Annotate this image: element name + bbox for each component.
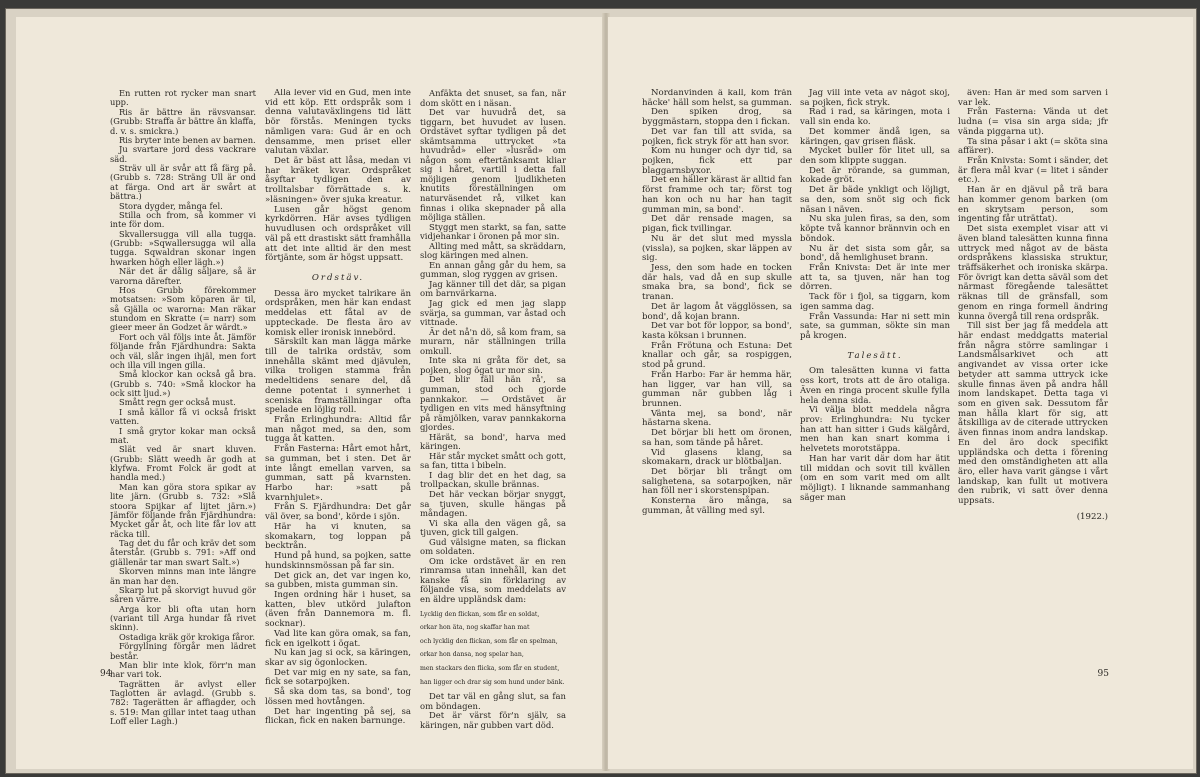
paragraph: Från Fasterna: Hårt emot hårt, sa gumman, bet i sten. Det är inte långt emellan varven, sa gumman, satt på kvarnsten. Harbo har: »satt på kvarnhjulet». — [265, 444, 411, 503]
paragraph: Fort och väl följs inte åt. Jämför följande från Fjärdhundra: Sakta och väl, slår ingen ihjäl, men fort och illa vill ingen gilla. — [110, 331, 256, 370]
paragraph: Rad i rad, sa käringen, mota i vall sin enda ko. — [800, 107, 950, 128]
paragraph: Så ska dom tas, sa bond', tog lössen med hovtången. — [265, 687, 411, 707]
paragraph: Anfäkta det snuset, sa fan, när dom skött en i näsan. — [420, 89, 566, 108]
paragraph: I små källor få vi också friskt vatten. — [110, 406, 256, 427]
paragraph: Nu är det slut med myssla (vissla), sa pojken, skar läppen av sig. — [642, 233, 792, 264]
paragraph: Nu är det sista som går, sa bond', då hemlighuset brann. — [800, 243, 950, 264]
right-column-3 — [958, 89, 1108, 737]
paragraph: Det har ingenting på sej, sa flickan, fick en naken barnunge. — [265, 706, 411, 727]
paragraph: Vid glasens klang, sa skomakarn, drack ur blötbaljan. — [642, 447, 792, 468]
paragraph: Konsterna äro många, sa gumman, åt välling med syl. — [642, 496, 792, 516]
paragraph: Det sista exemplet visar att vi även bland talesätten kunna finna uttryck med något av de bästa ordspråkens klassiska struktur, träffsäkerhet och ironiska skärpa. För övrigt kan detta säväl som det närmast föregående talesättet räknas till de gränsfall, som genom en ringa formell ändring kunna övergå till rena ordspråk. — [958, 224, 1108, 322]
paragraph: Om icke ordstävet är en ren rimramsa utan innehåll, kan det kanske få sin förklaring av följande visa, som meddelats av en äldre uppländsk dam: — [420, 555, 566, 604]
paragraph: Stilla och from, så kommer vi inte för dom. — [110, 209, 256, 230]
paragraph: Jess, den som hade en tocken där hals, vad då en sup skulle smaka bra, sa bond', fick se tranan. — [642, 262, 792, 303]
verse-line: och lycklig den flickan, som får en spelman, — [420, 637, 558, 645]
paragraph: Han har varit där dom har ätit till middan och sovit till kvällen (om en som varit med om allt möjligt). I liknande sammanhang säger man — [800, 453, 950, 503]
paragraph: Allting med mått, sa skräddarn, slog käringen med alnen. — [420, 240, 566, 261]
paragraph: Nu kan jag si ock, sa käringen, skar av sig ögonlocken. — [265, 648, 411, 668]
paragraph: Från Erlinghundra: Alltid får man något med, sa den, som tugga åt katten. — [265, 415, 411, 445]
paragraph: Små klockor kan också gå bra. (Grubb s. 740: »Små klockor ha ock sitt ljud.») — [110, 369, 256, 398]
paragraph: Särskilt kan man lägga märke till de talrika ordstäv, som innehålla skämt med djävulen, vilka troligen stamma från medeltidens senare del, då denne potentat i synnerhet i sceniska framställningar ofta spelade en löjlig roll. — [265, 337, 411, 416]
paragraph: Inte ska ni gråta för det, sa pojken, slog ögat ur mor sin. — [420, 355, 566, 375]
paragraph: Det var bot för loppor, sa bond', kasta köksan i brunnen. — [642, 321, 792, 341]
left-column-2 — [265, 89, 411, 737]
paragraph: Ju svartare jord dess vackrare säd. — [110, 144, 256, 164]
paragraph: En rutten rot rycker man snart upp. — [110, 89, 256, 108]
right-column-2 — [800, 89, 950, 737]
paragraph: Är det nå'n dö, så kom fram, sa murarn, när ställningen trilla omkull. — [420, 326, 566, 356]
paragraph: Om talesätten kunna vi fatta oss kort, trots att de äro otaliga. Även en ringa procent skulle fylla hela denna sida. — [800, 366, 950, 406]
paragraph: Mycket buller för litet ull, sa den som klippte suggan. — [800, 146, 950, 167]
paragraph: Den spiken drog, sa byggmästarn, stoppa den i fickan. — [642, 107, 792, 128]
paragraph: Slät ved är snart kluven. (Grubb: Slätt weedh är godh at klyfwa. Fromt Folck är godt at handla med.) — [110, 444, 256, 483]
paragraph: Det var huvudrå det, sa tiggarn, bet huvudet av lusen. Ordstävet syftar tydligen på det skämtsamma uttrycket »ta huvudråd» eller »lusråd» om någon som eftertänksamt kliar sig i håret, vartill i detta fall möjligen genom ljudlikheten knutits föreställningen om naturväsendet rå, vilket kan finnas i olika skepnader på alla möjliga ställen. — [420, 107, 566, 223]
verse-line: Lycklig den flickan, som får en soldat, — [420, 610, 540, 618]
paragraph: Det där rensade magen, sa pigan, fick tvillingar. — [642, 214, 792, 235]
paragraph: Vi välja blott meddela några prov: Erlinghundra: Nu tycker han att han sitter i Guds kälgård, men han kan snart komma i helvetets morotstäppa. — [800, 405, 950, 455]
paragraph: Hos Grubb förekommer motsatsen: »Som köparen är til, så Gjälla oc warorna: Man räkar stundom en Skratte (= narr) som gieer meer än Godzet är wärdt.» — [110, 284, 256, 333]
paragraph: Skarp lut på skorvigt huvud gör såren värre. — [110, 584, 256, 605]
paragraph: Tagrätten är avlyst eller Taglotten är avlagd. (Grubb s. 782: Tagerätten är affiagder, och s. 519: Man gillar intet taag uthan Loff eller Lagh.) — [110, 678, 256, 727]
paragraph: Kom nu hunger och dyr tid, sa pojken, fick ett par blaggarnsbyxor. — [642, 146, 792, 176]
right-page — [608, 17, 1193, 769]
book-spread — [6, 9, 1196, 773]
left-column-1 — [110, 89, 256, 737]
paragraph: Arga kor bli ofta utan horn (variant till Arga hundar få rivet skinn). — [110, 603, 256, 633]
paragraph: Jag gick ed men jag slapp svärja, sa gumman, var åstad och vittnade. — [420, 298, 566, 328]
paragraph: Från Vassunda: Har ni sett min sate, sa gumman, sökte sin man på krogen. — [800, 311, 950, 341]
paragraph: Till sist ber jag få meddela att här endast meddgatts material från några större samlingar i Landsmålsarkivet och att angivandet av vissa orter icke betyder att samma uttryck icke skulle finnas även på andra håll inom landskapet. Detta taga vi som en given sak. Dessutom får man hålla klart för sig, att åtskilliga av de citerade uttrycken även finnas inom andra landskap. En del äro dock specifikt uppländska och detta i förening med den omständigheten att alla äro, eller hava varit gängse i vårt landskap, kan fullt ut motivera den rubrik, vi satt över denna uppsats. — [958, 321, 1108, 507]
paragraph: Jag vill inte veta av något skoj, sa pojken, fick stryk. — [800, 89, 950, 108]
paragraph: Man kan göra stora spikar av lite järn. (Grubb s. 732: »Slå stoora Spijkar af lijtet järn.») Jämför följande från Fjärdhundra: Mycket går åt, och lite får lov att räcka till. — [110, 481, 256, 539]
paragraph: Ta sina påsar i akt (= sköta sina affärer). — [958, 136, 1108, 157]
paragraph: Gud välsigne maten, sa flickan om soldaten. — [420, 536, 566, 557]
paragraph: Dessa äro mycket talrikare än ordspråken, men här kan endast meddelas ett fåtal av de uppteckade. De flesta äro av komisk eller ironisk innebörd. — [265, 288, 411, 338]
paragraph: Från Fasterna: Vända ut det ludna (= visa sin arga sida; jfr vända piggarna ut). — [958, 107, 1108, 137]
paragraph: Det gick an, det var ingen ko, sa gubben, mista gumman sin. — [265, 570, 411, 591]
page-number-right: 95 — [1097, 669, 1109, 679]
paragraph: Från Frötuna och Estuna: Det knallar och går, sa rospiggen, stod på grund. — [642, 340, 792, 371]
paragraph: Man blir inte klok, förr'n man har vari tok. — [110, 659, 256, 680]
paragraph: Det en häller kärast är alltid fan först framme och tar; först tog han kon och nu har han tagit gumman min, sa bond'. — [642, 175, 792, 215]
paragraph: Det blir fäll hän rå', sa gumman, stod och gjorde pannkakor. — Ordstävet är tydligen en vits med hänsyftning på rämjölken, varav pannkakorna gjordes. — [420, 374, 566, 433]
paragraph: Vad lite kan göra omak, sa fan, fick en igelkott i ögat. — [265, 628, 411, 649]
left-column-3 — [420, 89, 566, 737]
paragraph: Det kommer ändå igen, sa käringen, gav grisen fläsk. — [800, 126, 950, 147]
paragraph: Från Knivsta: Det är inte mer att ta, sa tjuven, när han tog dörren. — [800, 262, 950, 293]
paragraph: En annan gång går du hem, sa gumman, slog ryggen av grisen. — [420, 259, 566, 280]
paragraph: Det är lagom åt vägglössen, sa bond', då kojan brann. — [642, 301, 792, 322]
paragraph: Det börjar bli trångt om salighetena, sa sotarpojken, när han föll ner i skorstenspipan. — [642, 467, 792, 497]
year-note: (1922.) — [1076, 511, 1108, 522]
paragraph: Härät, sa bond', harva med käringen. — [420, 431, 566, 452]
paragraph: Styggt men starkt, sa fan, satte vidjehankar i öronen på mor sin. — [420, 221, 566, 242]
paragraph: Stora dygder, många fel. — [119, 200, 223, 211]
paragraph: Från Harbo: Far är hemma här, han ligger, var han vill, sa gumman när gubben låg i brunnen. — [642, 369, 792, 409]
paragraph: Smått regn ger också must. — [119, 397, 236, 408]
paragraph: Förgyllning förgår men lädret består. — [110, 641, 256, 661]
paragraph: När det är dålig säljare, så är varorna därefter. — [110, 266, 256, 286]
paragraph: Det är värst för'n själv, sa käringen, när gubben vart död. — [420, 710, 566, 730]
section-heading: Talesätt. — [847, 350, 903, 361]
paragraph: Hund på hund, sa pojken, satte hundskinnsmössan på far sin. — [265, 551, 411, 571]
paragraph: Här ha vi knuten, sa skomakarn, tog loppan på becktrån. — [265, 521, 411, 552]
paragraph: Nordanvinden ä kall, kom från häcke' häll som helst, sa gumman. — [642, 89, 792, 108]
paragraph: Det är rörande, sa gumman, kokade gröt. — [800, 165, 950, 186]
paragraph: Lusen går högst genom kyrkdörren. Här avses tydligen huvudlusen och ordspråket vill väl på ett drastiskt sätt framhålla att det inte alltid är den mest förtjänte, som är högst uppsatt. — [265, 204, 411, 264]
paragraph: Jag känner till det där, sa pigan om barnvärkarna. — [420, 278, 566, 299]
paragraph: Ris bryter inte benen av barnen. — [119, 134, 256, 145]
paragraph: Tag det du får och kräv det som återstår. (Grubb s. 791: »Aff ond giällenär tar man swart Salt.») — [110, 538, 256, 567]
verse-line: orkar hon dansa, nog spelar han, — [420, 651, 524, 659]
paragraph: Ostadiga kräk gör krokiga fåror. — [119, 631, 255, 642]
paragraph: Sträv ull är svår att få färg på. (Grubb s. 728: Sträng Ull är ond at färga. Ond art är swårt at bättra.) — [110, 163, 256, 202]
paragraph: Vi ska alla den vägen gå, sa tjuven, gick till galgen. — [420, 517, 566, 538]
paragraph: Det här veckan börjar snyggt, sa tjuven, skulle hängas på måndagen. — [420, 488, 566, 519]
paragraph: Det är bäst att låsa, medan vi har kräket kvar. Ordspråket åsyftar tydligen den av trolltalsbar förrättade s. k. »läsningen» över sjuka kreatur. — [265, 156, 411, 205]
paragraph: Från Knivsta: Somt i sänder, det är flera mål kvar (= litet i sänder etc.). — [958, 156, 1108, 186]
verse-line: men stackars den flicka, som får en student, — [420, 664, 560, 672]
paragraph: Skorven minns man inte längre än man har den. — [110, 566, 256, 586]
paragraph: I små grytor kokar man också mat. — [110, 425, 256, 445]
paragraph: Tack för i fjol, sa tiggarn, kom igen samma dag. — [800, 292, 950, 312]
verse-line: orkar hon äta, nog skaffar han mat — [420, 624, 530, 632]
paragraph: I dag blir det en het dag, sa trollpackan, skulle brännas. — [420, 469, 566, 490]
paragraph: Det var fan till att svida, sa pojken, fick stryk för att han svor. — [642, 126, 792, 147]
paragraph: även: Han är med som sarven i var lek. — [958, 89, 1108, 108]
paragraph: Skvallersugga vill alla tugga. (Grubb: »Sqwallersugga wil alla tugga. Sqwaldran skonar ingen hwarken högh eller lägh.») — [110, 228, 256, 267]
paragraph: Från S. Fjärdhundra: Det går väl över, sa bond', körde i sjön. — [265, 502, 411, 523]
paragraph: Alla lever vid en Gud, men inte vid ett köp. Ett ordspråk som i denna valutaväxlingens tid lätt bör förstås. Meningen tycks nämligen vara: Gud är en och densamme, men priset eller valutan växlar. — [265, 89, 411, 157]
right-column-1 — [642, 89, 792, 737]
paragraph: Ris är bättre än rävsvansar. (Grubb: Straffa är bättre än klaffa, d. v. s. smickra.) — [110, 106, 256, 136]
paragraph: Här står mycket smått och gott, sa fan, titta i bibeln. — [420, 450, 566, 471]
paragraph: Nu ska julen firas, sa den, som köpte två kannor brännvin och en böndok. — [800, 214, 950, 244]
paragraph: Han är en djävul på trä bara han kommer genom barken (om en skrytsam person, som ingenting får uträttat). — [958, 185, 1108, 225]
paragraph: Det var mig en ny sate, sa fan, fick se sotarpojken. — [265, 667, 411, 688]
paragraph: Ingen ordning här i huset, sa katten, blev utkörd julafton (även från Dannemora m. fl. socknar). — [265, 589, 411, 630]
paragraph: Det är bäde ynkligt och löjligt, sa den, som snöt sig och fick näsan i näven. — [800, 185, 950, 215]
paragraph: Det börjar bli hett om öronen, sa han, som tände på håret. — [642, 428, 792, 448]
paragraph: Vänta mej, sa bond', när hästarna skena. — [642, 408, 792, 429]
verse-line: han ligger och drar sig som hund under bänk. — [420, 678, 565, 686]
paragraph: Det tar väl en gång slut, sa fan om böndagen. — [420, 691, 566, 711]
section-heading: Ordstäv. — [311, 272, 365, 283]
left-page — [16, 17, 604, 769]
page-number-left: 94 — [100, 669, 112, 679]
verse-block — [420, 611, 566, 687]
